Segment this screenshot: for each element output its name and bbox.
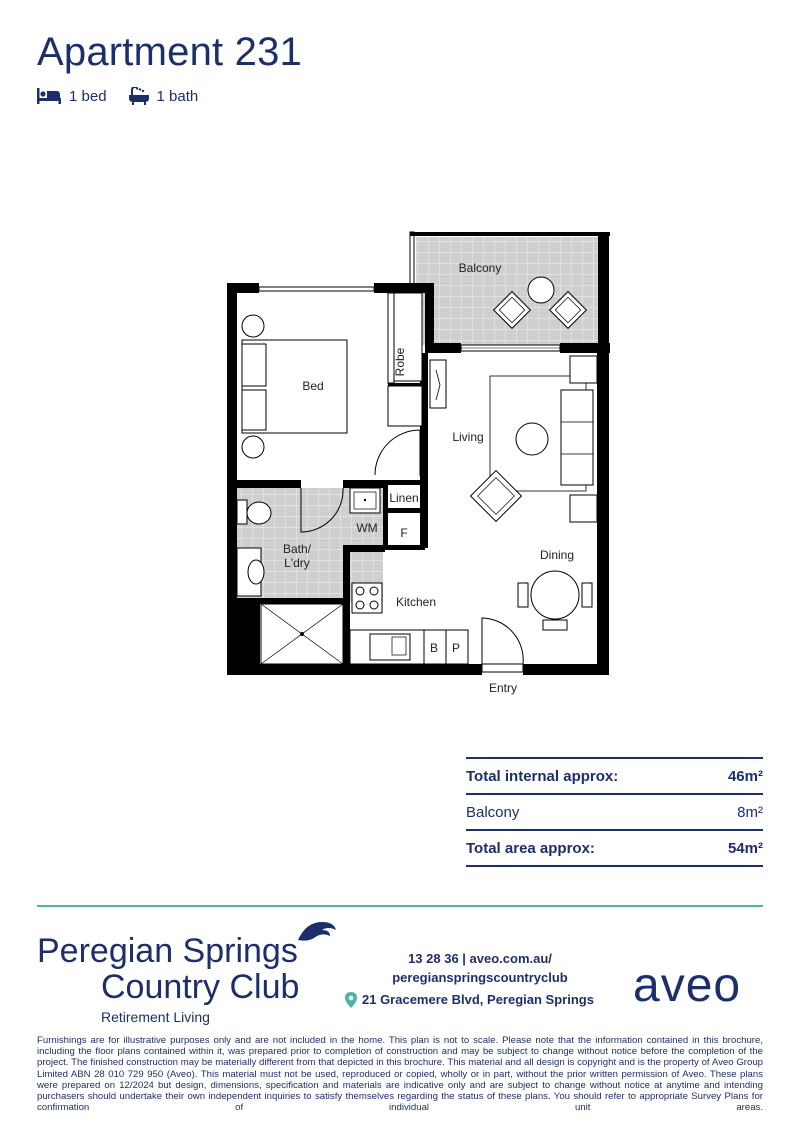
page-title: Apartment 231 xyxy=(37,30,302,74)
contact-web-path[interactable]: peregianspringscountryclub xyxy=(392,970,568,985)
living-label: Living xyxy=(452,430,484,444)
area-label: Total area approx: xyxy=(466,839,595,857)
area-label: Balcony xyxy=(466,803,520,821)
kitchen-label: Kitchen xyxy=(395,595,437,609)
wm-label: WM xyxy=(356,521,378,535)
footer-divider xyxy=(37,905,763,907)
area-row-balcony xyxy=(466,793,763,829)
aveo-logo: aveo xyxy=(633,959,742,1012)
area-table xyxy=(466,757,763,867)
area-row-internal xyxy=(466,757,763,793)
area-value: 46m² xyxy=(727,767,763,785)
location-pin-icon xyxy=(345,992,357,1008)
robe-label: Robe xyxy=(393,347,407,377)
disclaimer: Furnishings are for illustrative purposes only and are not included in the home. This plan is not to scale. Please note that the information contained in this brochure, including the floor plans contained within it, was prepared prior to completion of construction and may be subject to change without notice before the completion of the project. The finished construction may be materially different from that depicted in this brochure. This material and all design is copyright and is the property of Aveo Group Limited ABN 28 010 729 950 (Aveo). This material must not be used, reproduced or copied, wholly or in part, without the prior written permission of Aveo. These plans were prepared on 12/2024 but design, dimensions, specification and materials are indicative only and are subject to change without notice at anytime and intending purchasers should undertake their own independent inquiries to satisfy themselves regarding the status of these plans. You should refer to appropriate Survey Plans for confirmation of individual unit areas. xyxy=(37,1035,763,1114)
brand-logo xyxy=(37,933,337,1025)
bath-label-1: Bath/ xyxy=(282,542,312,556)
bath-count: 1 bath xyxy=(156,87,199,105)
contact-block xyxy=(345,949,615,1009)
area-label: Total internal approx: xyxy=(466,767,619,785)
address-row xyxy=(345,990,615,1009)
bed-label: Bed xyxy=(302,379,324,393)
dining-label: Dining xyxy=(539,548,575,562)
area-value: 54m² xyxy=(727,839,763,857)
bed-count: 1 bed xyxy=(69,87,107,105)
bin-label: B xyxy=(429,641,439,655)
entry-label: Entry xyxy=(488,681,518,695)
area-row-total xyxy=(466,829,763,867)
brand-line-1: Peregian Springs xyxy=(37,932,298,970)
bath-label-2: L'dry xyxy=(284,556,310,570)
wall-right xyxy=(597,343,609,675)
balcony-label: Balcony xyxy=(458,261,502,275)
linen-label: Linen xyxy=(389,491,419,505)
brand-line-3: Retirement Living xyxy=(101,1009,210,1025)
balcony-floor xyxy=(416,237,600,345)
brand-line-2: Country Club xyxy=(101,968,300,1006)
wall-bottom xyxy=(227,664,482,675)
contact-phone-web[interactable]: 13 28 36 | aveo.com.au/ xyxy=(408,951,552,966)
area-value: 8m² xyxy=(737,803,763,821)
address-text: 21 Gracemere Blvd, Peregian Springs xyxy=(362,992,594,1007)
pantry-label: P xyxy=(451,641,461,655)
fridge-label: F xyxy=(400,526,408,540)
